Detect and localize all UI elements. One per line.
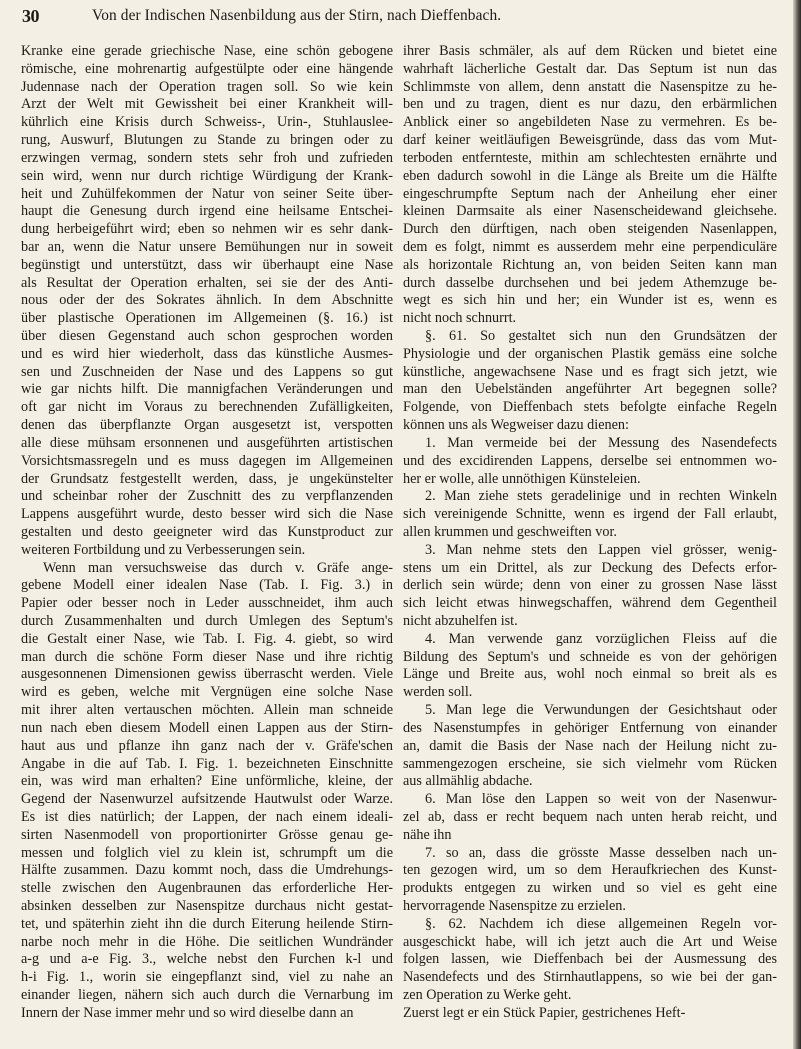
text-line: haut aus und pflanze ihn ganz nach der v. Gräfe'schen xyxy=(21,737,393,754)
text-line: des Nasenstumpfes in gehöriger Entfernung von einander xyxy=(403,719,777,736)
text-line: ben und zu tragen, dient es nur dazu, den erbärmlichen xyxy=(403,96,777,113)
text-line: gebene Modell einer idealen Nase (Tab. I. Fig. 3.) in xyxy=(21,577,393,594)
text-line: ihrer Basis schmäler, als auf dem Rücken und bietet eine xyxy=(403,43,777,59)
text-line: als Resultat der Operation erhalten, sei sie der des Anti- xyxy=(21,274,393,291)
text-line: Durch den dürftigen, nach oben steigenden Nasenlappen, xyxy=(403,221,777,238)
text-line: einander liegen, nähern sich auch durch die Vernarbung im xyxy=(21,987,393,1004)
text-line: nicht noch schnurrt. xyxy=(403,310,517,327)
page-edge-shadow xyxy=(793,0,801,1049)
text-line: rung, Auswurf, Blutungen zu Stande zu bringen oder zu xyxy=(21,132,393,149)
text-line: über diesen Gegenstand auch schon gesprochen worden xyxy=(21,328,393,344)
text-line: Zuerst legt er ein Stück Papier, gestrichenes Heft- xyxy=(403,1004,686,1021)
text-line: denen das überpflanzte Organ ausgesetzt ist, verspotten xyxy=(21,417,393,434)
text-line: über plastische Operationen im Allgemeinen (§. 16.) ist xyxy=(21,310,393,327)
text-line: wie gar nichts hilft. Die mannigfachen Veränderungen und xyxy=(21,381,393,398)
text-line: nun nach eben diesem Modell einen Lappen aus der Stirn- xyxy=(21,719,393,736)
text-line: wird es geben, welche mit Vergnügen eine solche Nase xyxy=(21,684,393,701)
text-line: Anblick einer so angebildeten Nase zu vermehren. Es be- xyxy=(403,114,777,131)
right-text-column xyxy=(403,43,777,1023)
text-line: dung herbeigeführt wird; eben so nehmen wir es sehr dank- xyxy=(21,221,393,238)
text-line: heit und Zuhülfekommen der Natur von seiner Seite über- xyxy=(21,185,393,202)
text-line: messen und folglich viel zu klein ist, schrumpft um die xyxy=(21,844,393,861)
text-line: eingeschrumpfte Septum nach der Anheilung eher einer xyxy=(403,185,777,202)
text-line: an, damit die Basis der Nase nach der Heilung nicht zu- xyxy=(403,737,777,754)
text-line: Länge und Breite aus, wohl noch einmal so breit als es xyxy=(403,666,777,683)
text-line: Nasendefects und des Stirnhautlappens, so wie bei der gan- xyxy=(403,969,777,986)
text-line: Lappens ausgeführt wurde, desto besser wird sich die Nase xyxy=(21,506,393,523)
text-line: §. 61. So gestaltet sich nun den Grundsätzen der xyxy=(425,328,777,344)
text-line: nous oder der des Sokrates ähnlich. In dem Abschnitte xyxy=(21,292,393,309)
text-line: wahrhaft lächerliche Gestalt dar. Das Septum ist nun das xyxy=(403,60,777,77)
text-line: Hälfte zusammen. Dazu kommt noch, dass die Umdrehungs- xyxy=(21,862,393,879)
text-line: h-i Fig. 1., worin sie eingepflanzt sind, viel zu nahe an xyxy=(21,969,393,986)
text-line: ausgesonnenen Dimensionen gewiss überrascht werden. Viele xyxy=(21,666,393,683)
page-header xyxy=(22,6,790,28)
left-text-column xyxy=(21,43,393,1023)
text-line: zel ab, dass er recht bequem nach unten herab reicht, und xyxy=(403,808,777,825)
text-line: werden soll. xyxy=(403,684,473,701)
text-line: Gegend der Nasenwurzel aufsitzende Hautwulst oder Warze. xyxy=(21,791,393,808)
text-line: a-g und a-e Fig. 3., welche nebst den Furchen k-l und xyxy=(21,951,393,968)
text-line: Physiologie und der organischen Plastik gemäss eine solche xyxy=(403,345,777,362)
text-line: sich vereinigende Schnitte, wenn es irgend der Fall erlaubt, xyxy=(403,506,777,523)
text-line: man den Uebelständen angeführter Art begegnen solle? xyxy=(403,381,777,398)
text-line: absinken desselben zur Nasenspitze durchaus nicht gestat- xyxy=(21,898,393,914)
text-line: aus allmählig abdache. xyxy=(403,773,533,790)
text-line: wegt es sich hin und her; ein Wunder ist es, wenn es xyxy=(403,292,777,309)
text-line: allen krummen und geschweiften vor. xyxy=(403,523,617,540)
text-line: produkts entgegen zu wirken und so viel es geht eine xyxy=(403,880,777,897)
text-line: kührlich eine Krisis durch Schweiss-, Urin-, Stuhlauslee- xyxy=(21,114,393,131)
text-line: derlich sein würde; denn von einer zu grossen Nase lässt xyxy=(403,577,777,594)
text-line: Schlimmste von allem, denn anstatt die Nasenspitze zu he- xyxy=(403,78,777,95)
text-line: Bildung des Septum's und schneide es von der gehörigen xyxy=(403,648,777,665)
text-line: gestalten und desto geeigneter wird das Kunstproduct zur xyxy=(21,523,393,540)
text-line: terboden entfernteste, mithin am schlechtesten ernährte und xyxy=(403,149,777,166)
text-line: und scheinbar roher der Zuschnitt des zu verpflanzenden xyxy=(21,488,393,505)
text-line: narbe noch mehr in die Höhe. Die seitlichen Wundränder xyxy=(21,933,393,950)
text-line: §. 62. Nachdem ich diese allgemeinen Regeln vor- xyxy=(425,915,777,932)
text-line: bar an, wenn die Natur unsere Bemühungen nur in soweit xyxy=(21,238,393,255)
text-line: römische, eine mohrenartig aufgestülpte oder eine hängende xyxy=(21,60,393,77)
text-line: Wenn man versuchsweise das durch v. Gräfe ange- xyxy=(43,559,393,576)
text-line: durch Zusammenhalten und durch Umlegen des Septum's xyxy=(21,613,393,629)
text-line: alle diese mühsam ersonnenen und ausgeführten artistischen xyxy=(21,434,393,451)
page-number: 30 xyxy=(22,6,39,26)
text-line: die Gestalt einer Nase, wie Tab. I. Fig. 4. giebt, so wird xyxy=(21,630,393,647)
text-line: sirten Nasenmodell von proportionirter Grösse genau ge- xyxy=(21,826,393,843)
text-line: künstliche, angewachsene Nase und es fragt sich jetzt, wie xyxy=(403,363,777,380)
text-line: folgen lassen, wie Dieffenbach bei der Ausmessung des xyxy=(403,951,777,968)
text-line: 3. Man nehme stets den Lappen viel grösser, wenig- xyxy=(425,541,777,558)
text-line: eben dadurch sowohl in die Länge als Breite um die Hälfte xyxy=(403,167,777,184)
text-line: kleinen Darmsaite als einer Nasenscheidewand gleichsehe. xyxy=(403,203,777,220)
text-line: begünstigt und unterstützt, dass wir überhaupt eine Nase xyxy=(21,256,393,273)
text-line: sammengezogen erscheine, sie sich vielmehr vom Rücken xyxy=(403,755,777,772)
text-line: 4. Man verwende ganz vorzüglichen Fleiss auf die xyxy=(425,630,777,647)
text-line: sich leicht etwas hinwegschaffen, während dem Gegentheil xyxy=(403,595,777,612)
text-line: 1. Man vermeide bei der Messung des Nasendefects xyxy=(425,434,777,451)
text-line: weiteren Fortbildung und zu Verbesserungen sein. xyxy=(21,541,306,558)
text-line: Es ist dies natürlich; der Lappen, der nach einem ideali- xyxy=(21,808,393,825)
text-line: her er wolle, alle unnöthigen Künsteleien. xyxy=(403,470,641,487)
text-line: erzwingen vermag, sondern stets sehr froh und zufrieden xyxy=(21,149,393,166)
text-line: stens um ein Drittel, als zur Deckung des Defects erfor- xyxy=(403,559,777,576)
text-line: nicht abzuhelfen ist. xyxy=(403,613,518,629)
text-line: der Grundsatz festgestellt werden, dass, je ungekünstelter xyxy=(21,470,393,487)
text-line: 6. Man löse den Lappen so weit von der Nasenwur- xyxy=(425,791,777,808)
text-line: 2. Man ziehe stets geradelinige und in rechten Winkeln xyxy=(425,488,777,505)
text-line: nähe ihn xyxy=(403,826,452,843)
text-line: sein wird, wenn nur durch richtige Würdigung der Krank- xyxy=(21,167,393,184)
text-line: 5. Man lege die Verwundungen der Gesichtshaut oder xyxy=(425,702,777,719)
text-line: 7. so an, dass die grösste Masse desselben nach un- xyxy=(425,844,777,861)
text-line: dem es folgt, nimmt es ausserdem mehr eine perpendiculäre xyxy=(403,238,777,255)
text-line: mit ihrer alten vertauschen möchten. Allein man schneide xyxy=(21,702,393,719)
text-line: zen Operation zu Werke geht. xyxy=(403,987,572,1004)
text-line: haupt die Genesung durch irgend eine heilsame Entschei- xyxy=(21,203,393,220)
text-line: Papier oder besser noch in Leder ausschneidet, ihm auch xyxy=(21,595,393,612)
text-line: darf keiner weitläufigen Beweisgründe, dass das vom Mut- xyxy=(403,132,777,149)
text-line: sen und Zuschneiden der Nase und des Lappens so gut xyxy=(21,363,393,380)
text-line: oft gar nicht im Voraus zu berechnenden Zufälligkeiten, xyxy=(21,399,393,416)
text-line: durch dasselbe durchsehen und bei jedem Athemzuge be- xyxy=(403,274,777,291)
text-line: Arzt der Welt mit Gewissheit bei einer Krankheit will- xyxy=(21,96,393,113)
text-line: tet, und späterhin zieht ihn die durch Eiterung heilende Stirn- xyxy=(21,915,393,932)
text-line: ein, was wird man erhalten? Eine unförmliche, kleine, der xyxy=(21,773,393,790)
text-line: man durch die schöne Form dieser Nase und ihre richtig xyxy=(21,648,393,665)
text-line: Angabe in die auf Tab. I. Fig. 1. bezeichneten Einschnitte xyxy=(21,755,393,772)
text-line: Judennase nach der Operation tragen soll. So wie kein xyxy=(21,78,393,95)
text-line: als horizontale Richtung an, von beiden Seiten kann man xyxy=(403,256,777,273)
text-line: Kranke eine gerade griechische Nase, eine schön gebogene xyxy=(21,43,393,59)
text-line: stelle zwischen den Augenbraunen das erforderliche Her- xyxy=(21,880,393,897)
text-line: können uns als Wegweiser dazu dienen: xyxy=(403,417,629,434)
text-line: und des excidirenden Lappens, derselbe sei entnommen wo- xyxy=(403,452,777,469)
text-line: ten gezogen wird, um so dem Heraufkriechen des Kunst- xyxy=(403,862,777,879)
text-line: Vorsichtsmassregeln und es muss dagegen im Allgemeinen xyxy=(21,452,393,469)
text-line: und es wird hier wiederholt, dass das künstliche Ausmes- xyxy=(21,345,393,362)
text-line: hervorragende Nasenspitze zu erzielen. xyxy=(403,898,626,914)
running-title: Von der Indischen Nasenbildung aus der Stirn, nach Dieffenbach. xyxy=(92,7,502,24)
text-line: Folgende, von Dieffenbach stets befolgte einfache Regeln xyxy=(403,399,777,416)
text-line: ausgeschickt habe, will ich jetzt auch die Art und Weise xyxy=(403,933,777,950)
text-line: Innern der Nase immer mehr und so wird dieselbe dann an xyxy=(21,1004,354,1021)
